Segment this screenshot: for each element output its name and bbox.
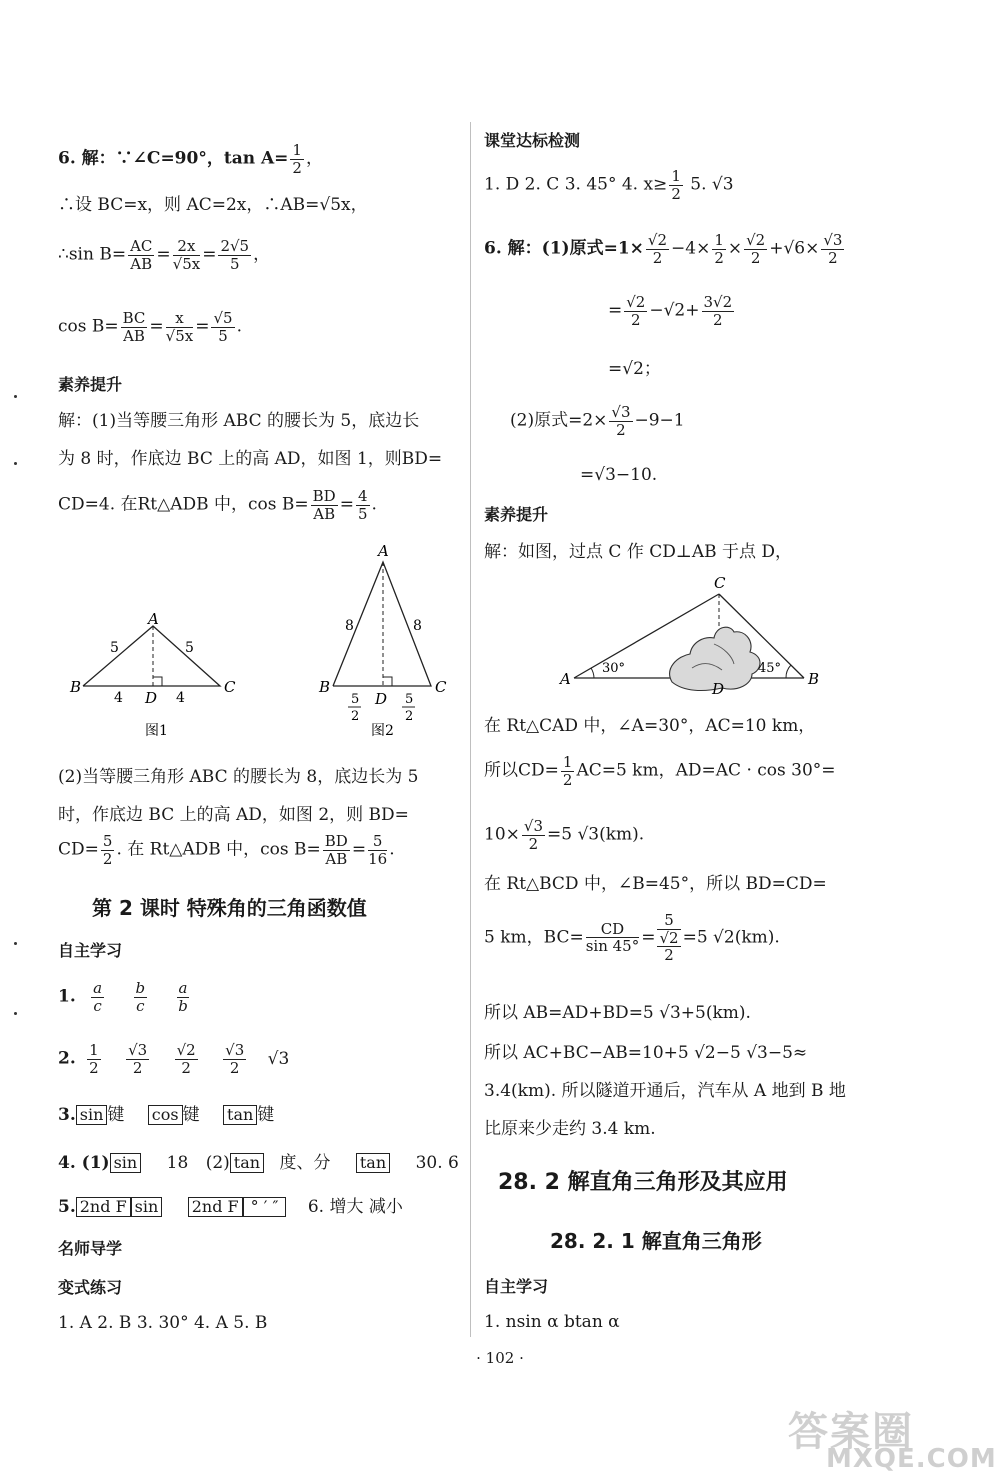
- side-left: 5: [110, 640, 119, 656]
- zz-q5: 5. 2nd F sin 2nd F ° ′ ″ 6. 增大 减小: [58, 1197, 403, 1217]
- base-right: 4: [176, 690, 185, 706]
- figure-1-caption: 图1: [145, 723, 168, 739]
- fraction: $\frac{1}{2}$: [292, 141, 302, 177]
- sol-l7: 所以 AC+BC−AB=10+5 √2−5 √3−5≈: [484, 1043, 808, 1063]
- sin-key: sin: [131, 1197, 163, 1217]
- label-B: B: [70, 678, 82, 696]
- figure-1: [58, 610, 258, 745]
- bianshi-answers: 1. A 2. B 3. 30° 4. A 5. B: [58, 1313, 268, 1333]
- part2-p1: (2)当等腰三角形 ABC 的腰长为 8，底边长为 5: [58, 767, 419, 787]
- dms-key: ° ′ ″: [243, 1197, 287, 1217]
- part2-p2: 时，作底边 BC 上的高 AD，如图 2，则 BD=: [58, 805, 409, 825]
- base-left: 4: [114, 690, 123, 706]
- subsection-title: 28. 2. 1 解直角三角形: [550, 1229, 762, 1253]
- 2ndf-key: 2nd F: [76, 1197, 131, 1217]
- q6-line2: = $\frac{√2}{2}$ −√2+ $\frac{3√2}{2}$: [608, 293, 733, 329]
- base-left-den: 2: [351, 709, 360, 724]
- label-C: C: [714, 574, 726, 592]
- figure-2-caption: 图2: [371, 723, 394, 739]
- label-D: D: [375, 690, 388, 708]
- q6-line1: 6. 解：∵∠C=90°，tan A= $\frac{1}{2}$ ，: [58, 141, 323, 177]
- side-right: 8: [413, 618, 422, 634]
- sol-l9: 比原来少走约 3.4 km.: [484, 1119, 656, 1139]
- tan-key: tan: [223, 1105, 257, 1125]
- watermark: [788, 1400, 997, 1474]
- section-heading-zizhu: 自主学习: [58, 941, 123, 960]
- side-left: 8: [345, 618, 354, 634]
- sol-l6: 所以 AB=AD+BD=5 √3+5(km).: [484, 1003, 751, 1023]
- section-heading-ketang: 课堂达标检测: [484, 131, 581, 150]
- q6-line3: ∴sin B= $\frac{AC}{AB}$ = $\frac{2x}{√5x}$ = $\frac{2√5}{5}$ ，: [58, 237, 271, 273]
- figure-2: [313, 540, 463, 745]
- label-B: B: [319, 678, 331, 696]
- margin-dot: [14, 395, 17, 398]
- suyang-p1: 解：(1)当等腰三角形 ABC 的腰长为 5，底边长: [58, 411, 420, 431]
- section-heading-zizhu: 自主学习: [484, 1277, 549, 1296]
- sol-l4: 在 Rt△BCD 中，∠B=45°，所以 BD=CD=: [484, 874, 827, 894]
- label-A: A: [560, 670, 571, 688]
- cos-key: cos: [148, 1105, 183, 1125]
- base-left-num: 5: [351, 692, 360, 707]
- q6-line5: =√3−10.: [580, 465, 658, 485]
- angle-b-label: 45°: [758, 661, 782, 676]
- base-right-num: 5: [405, 692, 414, 707]
- label-C: C: [435, 678, 447, 696]
- base-right-den: 2: [405, 709, 414, 724]
- watermark-url: MXQE.COM: [826, 1444, 997, 1474]
- suyang-p2: 为 8 时，作底边 BC 上的高 AD，如图 1，则BD=: [58, 449, 443, 469]
- zz-q1: 1. $\frac{a}{c}$ $\frac{b}{c}$ $\frac{a}{b}$: [58, 979, 188, 1015]
- zz-q4: 4. (1) sin 18 (2) tan 度、分 tan 30. 6: [58, 1153, 459, 1173]
- label-C: C: [224, 678, 236, 696]
- 2ndf-key: 2nd F: [188, 1197, 243, 1217]
- tan-key: tan: [356, 1153, 390, 1173]
- label-A: A: [148, 610, 159, 628]
- label-B: B: [808, 670, 820, 688]
- watermark-logo: 答案圈: [788, 1409, 914, 1455]
- q6-line3: =√2；: [608, 359, 661, 379]
- part2-p3: CD= $\frac{5}{2}$ . 在 Rt△ADB 中，cos B= $\frac{BD}{AB}$ = $\frac{5}{16}$ .: [58, 832, 395, 868]
- section-heading-bianshi: 变式练习: [58, 1278, 123, 1297]
- q6-line4: cos B= $\frac{BC}{AB}$ = $\frac{x}{√5x}$ = $\frac{√5}{5}$ .: [58, 309, 242, 345]
- q6-line4: (2)原式=2× $\frac{√3}{2}$ −9−1: [510, 403, 685, 439]
- q6-line2: ∴设 BC=x，则 AC=2x，∴AB=√5x，: [58, 195, 368, 215]
- sol-l2: 所以CD= $\frac{1}{2}$ AC=5 km，AD=AC · cos 30°=: [484, 753, 836, 789]
- sol-l1: 在 Rt△CAD 中，∠A=30°，AC=10 km，: [484, 716, 816, 736]
- page-number: · 102 ·: [476, 1349, 524, 1367]
- label-A: A: [378, 542, 389, 560]
- margin-dot: [14, 942, 17, 945]
- label-D: D: [145, 689, 158, 707]
- angle-a-label: 30°: [602, 661, 626, 676]
- label-D: D: [712, 680, 725, 698]
- figure-3: [554, 572, 824, 702]
- sol-l5: 5 km，BC= $\frac{CD}{\sin 45^\circ}$ = 5 √2 2 =5 √2(km).: [484, 911, 780, 964]
- column-divider: [470, 122, 471, 1337]
- ketang-answers: 1. D 2. C 3. 45° 4. x≥ $\frac{1}{2}$ 5. √3: [484, 167, 734, 203]
- zz-q3: 3. sin 键 cos 键 tan 键: [58, 1105, 275, 1125]
- margin-dot: [14, 1012, 17, 1015]
- section-heading-mingshi: 名师导学: [58, 1239, 123, 1258]
- sin-key: sin: [110, 1153, 142, 1173]
- section-heading-suyang: 素养提升: [58, 375, 123, 394]
- side-right: 5: [185, 640, 194, 656]
- section-title: 28. 2 解直角三角形及其应用: [498, 1170, 788, 1195]
- sol-l3: 10× $\frac{√3}{2}$ =5 √3(km).: [484, 817, 645, 853]
- zz-q2: 2. $\frac{1}{2}$ $\frac{√3}{2}$ $\frac{√2}{2}$ $\frac{√3}{2}$ √3: [58, 1041, 290, 1077]
- sin-key: sin: [76, 1105, 108, 1125]
- lesson-title: 第 2 课时 特殊角的三角函数值: [92, 896, 367, 920]
- tan-key: tan: [230, 1153, 264, 1173]
- suyang-p1: 解：如图，过点 C 作 CD⊥AB 于点 D，: [484, 542, 793, 562]
- q6-line1: 6. 解：(1)原式=1× $\frac{√2}{2}$ −4× $\frac{1}{2}$ × $\frac{√2}{2}$ +√6× $\frac{√3}{2}$: [484, 231, 843, 267]
- margin-dot: [14, 462, 17, 465]
- sol-l8: 3.4(km). 所以隧道开通后，汽车从 A 地到 B 地: [484, 1081, 846, 1101]
- section-heading-suyang: 素养提升: [484, 505, 549, 524]
- zz-q1: 1. nsin α btan α: [484, 1312, 620, 1332]
- suyang-p3: CD=4. 在Rt△ADB 中，cos B= $\frac{BD}{AB}$ = $\frac{4}{5}$ .: [58, 487, 377, 523]
